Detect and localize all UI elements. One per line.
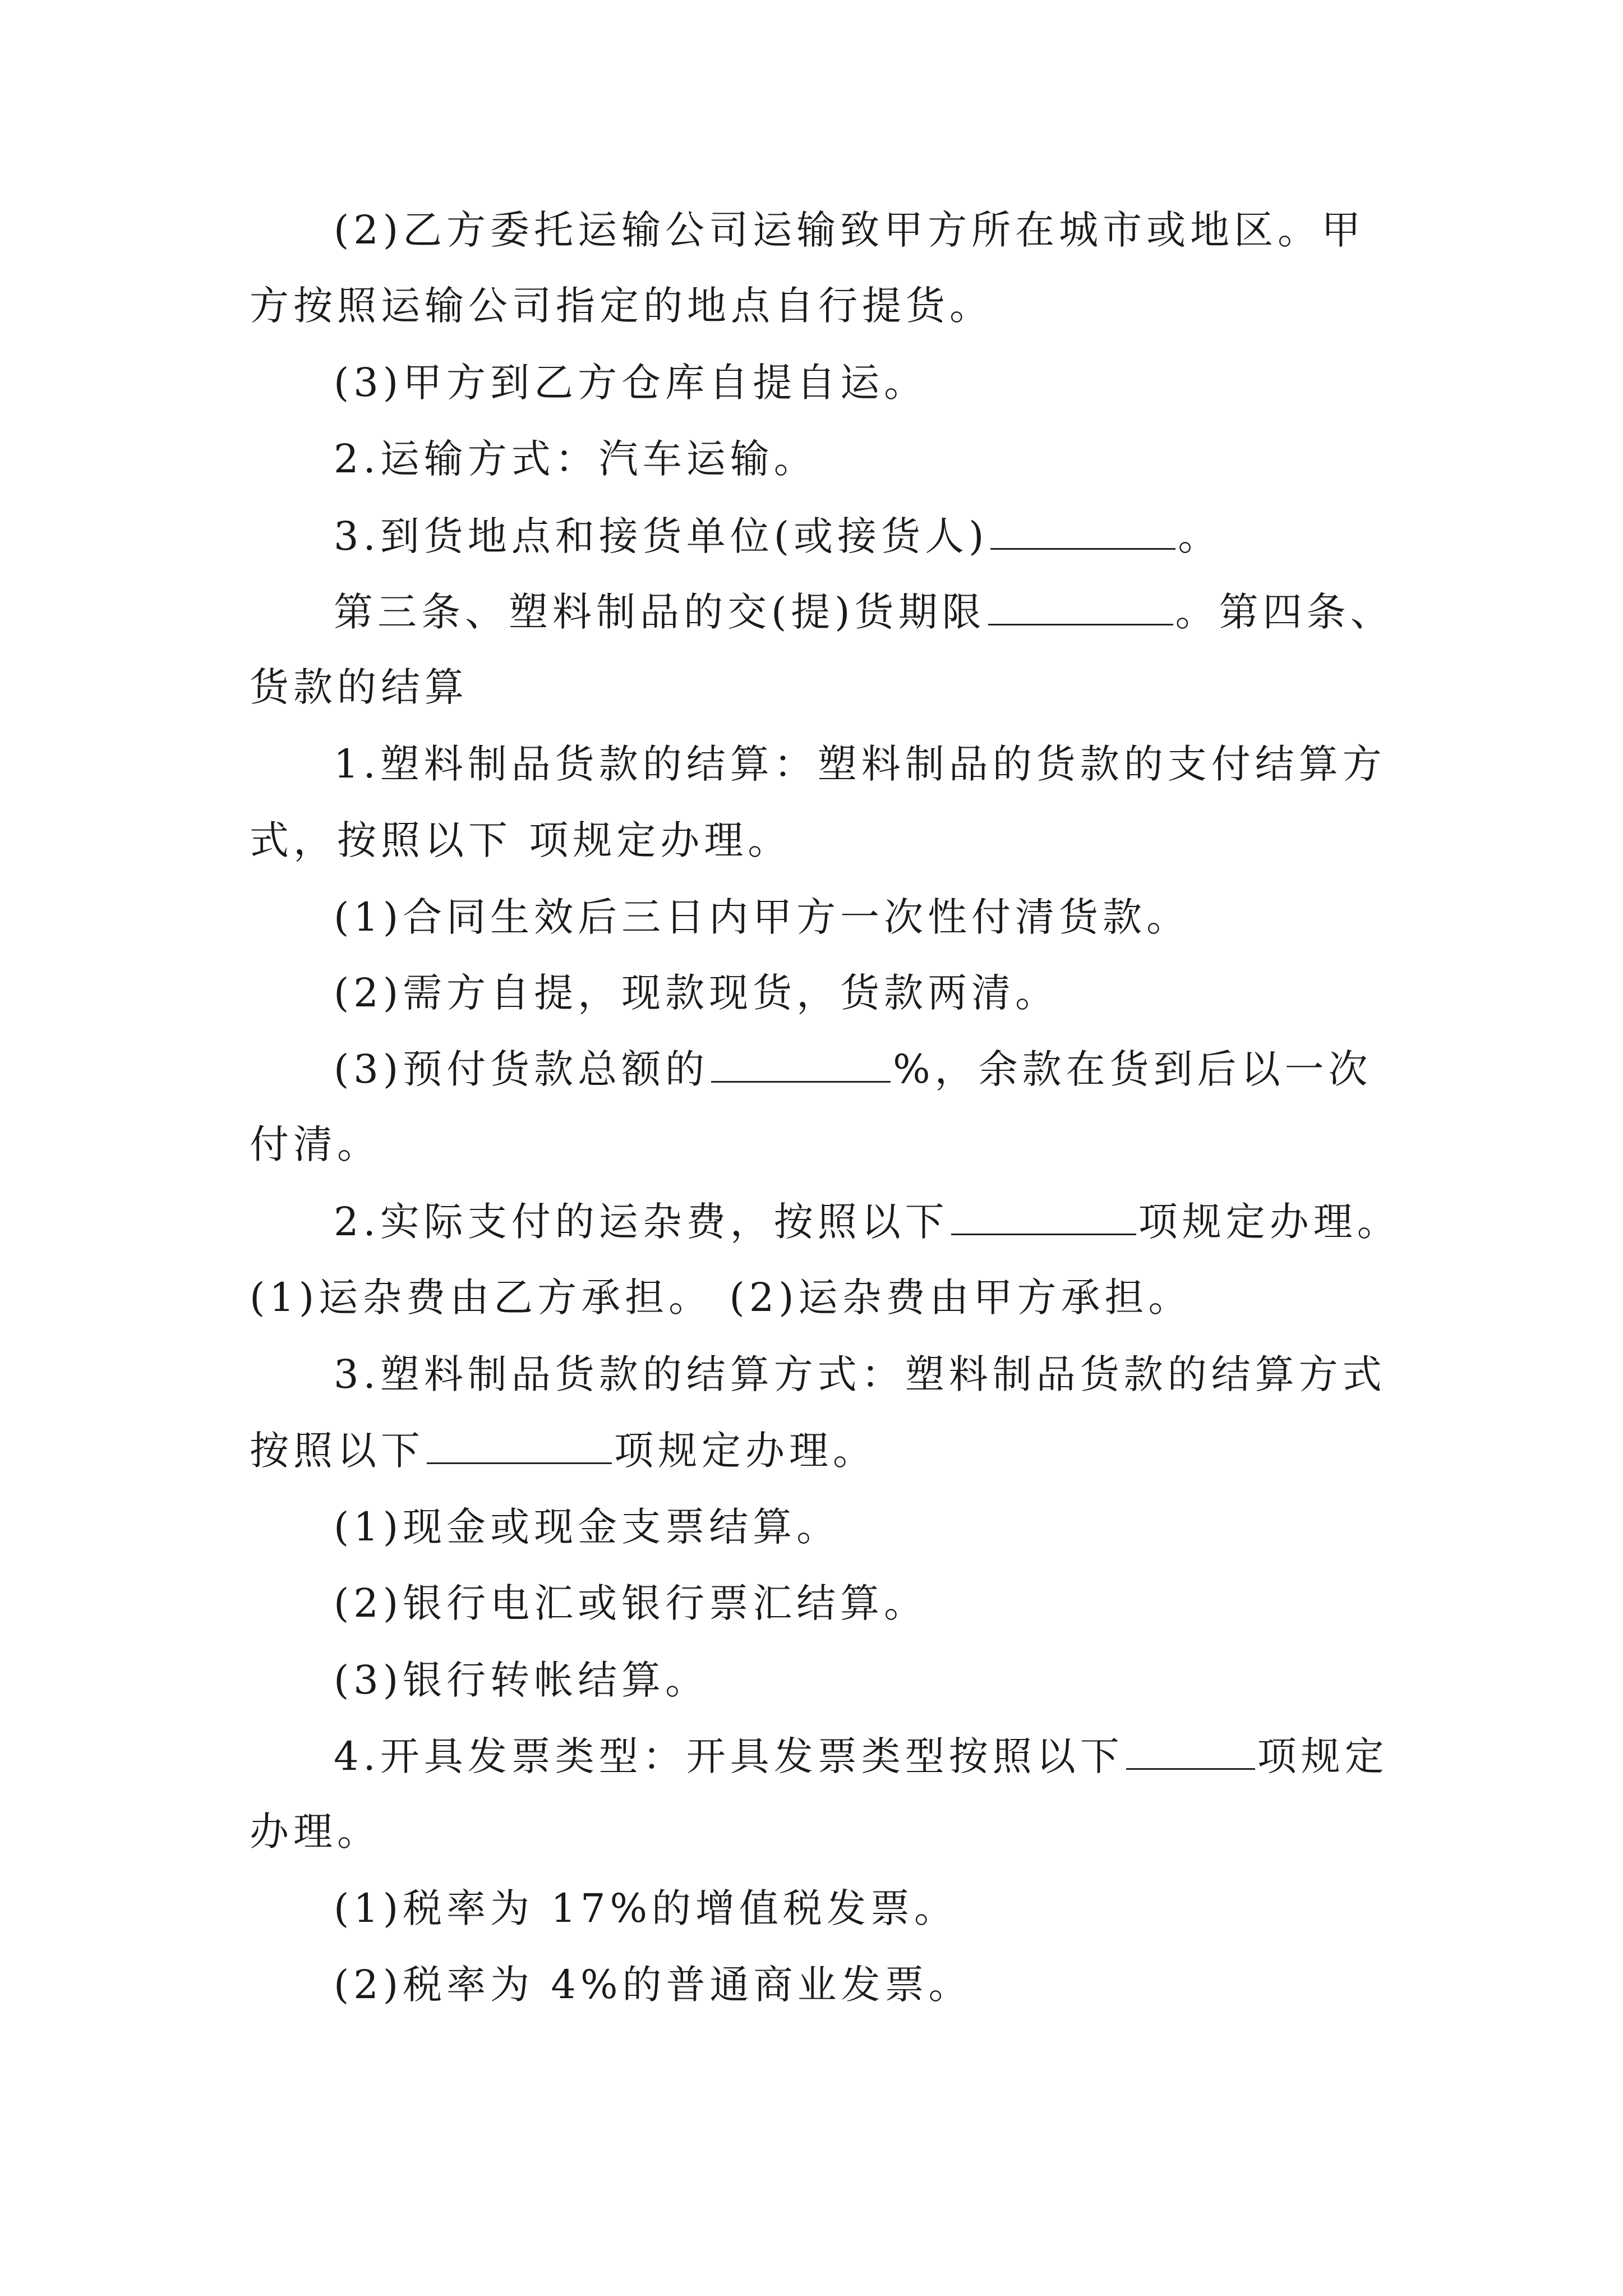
paragraph-line: 2.运输方式：汽车运输。 — [334, 436, 818, 482]
paragraph-line: 货款的结算 — [250, 664, 468, 710]
paragraph-line: (1)运杂费由乙方承担。 (2)运杂费由甲方承担。 — [250, 1274, 1192, 1320]
paragraph-line: 付清。 — [250, 1121, 381, 1167]
fill-in-blank[interactable] — [988, 585, 1173, 625]
paragraph-line: (1)税率为 17%的增值税发票。 — [334, 1885, 958, 1931]
paragraph-line: 第三条、塑料制品的交(提)货期限 。第四条、 — [334, 585, 1394, 639]
paragraph-line: (3)预付货款总额的 %，余款在货到后以一次 — [334, 1042, 1372, 1096]
paragraph-line: 方按照运输公司指定的地点自行提货。 — [250, 283, 993, 329]
paragraph-line: 3.到货地点和接货单位(或接货人) 。 — [334, 509, 1221, 563]
fill-in-blank[interactable] — [1126, 1729, 1255, 1770]
paragraph-line: (3)甲方到乙方仓库自提自运。 — [334, 360, 928, 406]
paragraph-line: 2.实际支付的运杂费，按照以下 项规定办理。 — [334, 1194, 1401, 1249]
paragraph-line: (2)需方自提，现款现货，货款两清。 — [334, 970, 1059, 1016]
paragraph-line: (2)银行电汇或银行票汇结算。 — [334, 1580, 928, 1626]
paragraph-line: (3)银行转帐结算。 — [334, 1657, 709, 1703]
fill-in-blank[interactable] — [427, 1423, 612, 1464]
paragraph-line: (1)现金或现金支票结算。 — [334, 1504, 841, 1550]
paragraph-line: 1.塑料制品货款的结算：塑料制品的货款的支付结算方 — [334, 741, 1386, 787]
paragraph-line: 式，按照以下 项规定办理。 — [250, 817, 792, 863]
fill-in-blank[interactable] — [951, 1194, 1136, 1235]
paragraph-line: 办理。 — [250, 1809, 381, 1855]
fill-in-blank[interactable] — [990, 509, 1175, 550]
paragraph-line: (2)税率为 4%的普通商业发票。 — [334, 1962, 972, 2008]
fill-in-blank[interactable] — [711, 1042, 891, 1083]
paragraph-line: (1)合同生效后三日内甲方一次性付清货款。 — [334, 894, 1191, 940]
paragraph-line: 3.塑料制品货款的结算方式：塑料制品货款的结算方式 — [334, 1351, 1386, 1397]
paragraph-line: 按照以下 项规定办理。 — [250, 1423, 877, 1478]
paragraph-line: (2)乙方委托运输公司运输致甲方所在城市或地区。甲 — [334, 207, 1366, 253]
paragraph-line: 4.开具发票类型：开具发票类型按照以下 项规定 — [334, 1729, 1389, 1783]
